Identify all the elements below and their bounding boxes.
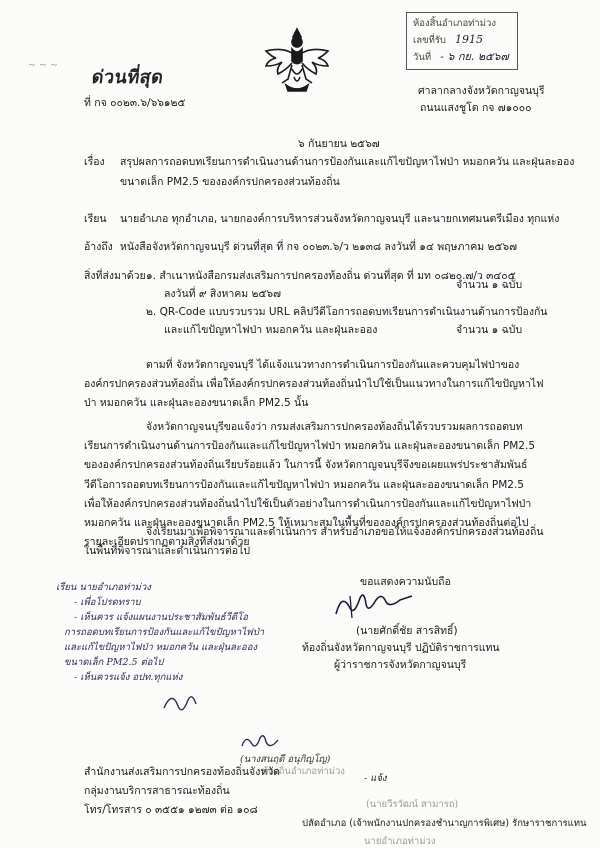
subject-line2: ขนาดเล็ก PM2.5 ขององค์กรปกครองส่วนท้องถิ่น [120, 176, 340, 188]
recipient-line: นายอำเภอ ทุกอำเภอ, นายกองค์การบริหารส่วนจังหวัดกาญจนบุรี และนายกเทศมนตรีเมือง ทุกแห่ง [120, 213, 560, 225]
doc-number: ที่ กจ ๐๐๒๓.๖/๖๖๑๒๕ [84, 97, 186, 109]
garuda-emblem-icon [262, 25, 332, 97]
note-line-6: ขนาดเล็ก PM2.5 ต่อไป [64, 657, 164, 668]
regards-text: ขอแสดงความนับถือ [360, 576, 451, 588]
faded-margin-mark: ~ ~ ~ [28, 60, 58, 71]
footer-unit-2: กลุ่มงานบริการสาธารณะท้องถิ่น [84, 785, 230, 797]
stamp-receive-value: 1915 [455, 33, 483, 46]
enclosure-item1-line1: ๑. สำเนาหนังสือกรมส่งเสริมการปกครองท้องถิ่น ด่วนที่สุด ที่ มท ๐๘๒๐.๗/ว ๓๔๐๕ [146, 270, 516, 282]
stamp-receive-label: เลขที่รับ [413, 35, 446, 46]
enclosure-label: สิ่งที่ส่งมาด้วย [84, 270, 146, 282]
office-address: ถนนแสงชูโต กจ ๗๑๐๐๐ [420, 102, 532, 114]
footer-unit-1: สำนักงานส่งเสริมการปกครองท้องถิ่นจังหวัด [84, 766, 280, 778]
recipient-label: เรียน [84, 213, 107, 225]
signature-icon [330, 588, 420, 622]
body-paragraph-2: จังหวัดกาญจนบุรีขอแจ้งว่า กรมส่งเสริมการปกครองท้องถิ่นได้รวบรวมผลการถอดบทเรียนการดำเนินงานด้านการป้องกันและแก้ไขปัญหาไฟป่า หมอกควัน และฝุ่นละอองขนาดเล็ก PM2.5 ขององค์กรปกครองส่วนท้องถิ่นเรียบร้อยแล้ว ในการนี้ จังหวัดกาญจนบุรีจึงขอเผยแพร่ประชาสัมพันธ์วีดีโอการถอดบทเรียนการป้องกันและแก้ไขปัญหาไฟป่า หมอกควัน และฝุ่นละอองขนาดเล็ก PM2.5 เพื่อให้องค์กรปกครองส่วนท้องถิ่นนำไปใช้เป็นตัวอย่างในการดำเนินการป้องกันและแก้ไขปัญหาไฟป่า หมอกควัน และฝุ่นละอองขนาดเล็ก PM2.5 ให้เหมาะสมในพื้นที่ขององค์กรปกครองส่วนท้องถิ่นต่อไป รายละเอียดปรากฏตามสิ่งที่ส่งมาด้วย [84, 421, 536, 549]
clerk-signature-icon [238, 730, 282, 754]
note-line-3: - เห็นควร แจ้งแผนงานประชาสัมพันธ์วีดีโอ [74, 612, 248, 623]
footer-right-mark: - แจ้ง [364, 773, 387, 784]
enclosure-item2-qty: จำนวน ๑ ฉบับ [456, 324, 523, 336]
signer-title-2: ผู้ว่าราชการจังหวัดกาญจนบุรี [334, 659, 467, 671]
signer-name: (นายศักดิ์ชัย สารสิทธิ์) [356, 625, 458, 637]
note-line-5: และแก้ไขปัญหาไฟป่า หมอกควัน และฝุ่นละออง [64, 642, 258, 653]
clerk-faded-title: ท้องถิ่นอำเภอท่าม่วง [262, 766, 345, 777]
note-initial-icon [160, 688, 200, 716]
footer-right-title: ปลัดอำเภอ (เจ้าพนักงานปกครองชำนาญการพิเศษ) รักษาราชการแทน [302, 818, 587, 829]
stamp-date-value: - ๖ กย. ๒๕๖๗ [440, 50, 509, 63]
stamp-date-label: วันที่ [413, 52, 432, 63]
enclosure-item1-line2: ลงวันที่ ๙ สิงหาคม ๒๕๖๗ [164, 288, 281, 300]
body-paragraph-1: ตามที่ จังหวัดกาญจนบุรี ได้แจ้งแนวทางการดำเนินการป้องกันและควบคุมไฟป่าขององค์กรปกครองส่วนท้องถิ่น เพื่อให้องค์กรปกครองส่วนท้องถิ่นนำไปใช้เป็นแนวทางในการแก้ไขปัญหาไฟป่า หมอกควัน และฝุ่นละอองขนาดเล็ก PM2.5 นั้น [84, 359, 544, 410]
note-line-1: เรียน นายอำเภอท่าม่วง [56, 582, 151, 593]
stamp-date-row [413, 49, 511, 66]
note-line-4: การถอดบทเรียนการป้องกันและแก้ไขปัญหาไฟป่า [64, 627, 265, 638]
signer-title-1: ท้องถิ่นจังหวัดกาญจนบุรี ปฏิบัติราชการแทน [302, 642, 500, 654]
subject-line1: สรุปผลการถอดบทเรียนการดำเนินงานด้านการป้องกันและแก้ไขปัญหาไฟป่า หมอกควัน และฝุ่นละออง [120, 156, 575, 168]
body-paragraph-3: จึงเรียนมาเพื่อพิจารณาและดำเนินการ สำหรับอำเภอขอให้แจ้งองค์กรปกครองส่วนท้องถิ่นในพื้นที่พิจารณาและดำเนินการต่อไป [84, 526, 544, 558]
enclosure-item2-line2: และแก้ไขปัญหาไฟป่า หมอกควัน และฝุ่นละออง [164, 324, 378, 336]
note-line-2: - เพื่อโปรดทราบ [74, 597, 141, 608]
office-name: ศาลากลางจังหวัดกาญจนบุรี [418, 85, 545, 97]
note-line-7: - เห็นควรแจ้ง อปท.ทุกแห่ง [74, 672, 183, 683]
enclosure-item2-line1: ๒. QR-Code แบบรวบรวม URL คลิปวีดีโอการถอดบทเรียนการดำเนินงานด้านการป้องกัน [146, 306, 548, 318]
document-date: ๖ กันยายน ๒๕๖๗ [298, 138, 380, 150]
reference-label: อ้างถึง [84, 241, 113, 253]
urgent-label: ด่วนที่สุด [90, 67, 165, 88]
subject-label: เรื่อง [84, 156, 105, 168]
receive-stamp [406, 12, 518, 70]
stamp-title: ห้องสิ้นอำเภอท่าม่วง [413, 18, 496, 29]
stamp-receive-row [413, 32, 511, 49]
reference-line: หนังสือจังหวัดกาญจนบุรี ด่วนที่สุด ที่ กจ ๐๐๒๓.๖/ว ๒๑๓๘ ลงวันที่ ๑๔ พฤษภาคม ๒๕๖๗ [120, 241, 517, 253]
handwritten-note [56, 580, 264, 685]
footer-right-title-2: นายอำเภอท่าม่วง [364, 836, 436, 847]
footer-phone: โทร/โทรสาร ๐ ๓๕๕๑ ๑๒๗๓ ต่อ ๑๐๘ [84, 804, 258, 816]
footer-right-faded-name: (นายวีรวัฒน์ สามารถ) [366, 799, 459, 810]
clerk-name: (นางสนฤดี อนุกิญโญ) [240, 754, 331, 765]
enclosure-item1-qty: จำนวน ๑ ฉบับ [456, 279, 523, 291]
